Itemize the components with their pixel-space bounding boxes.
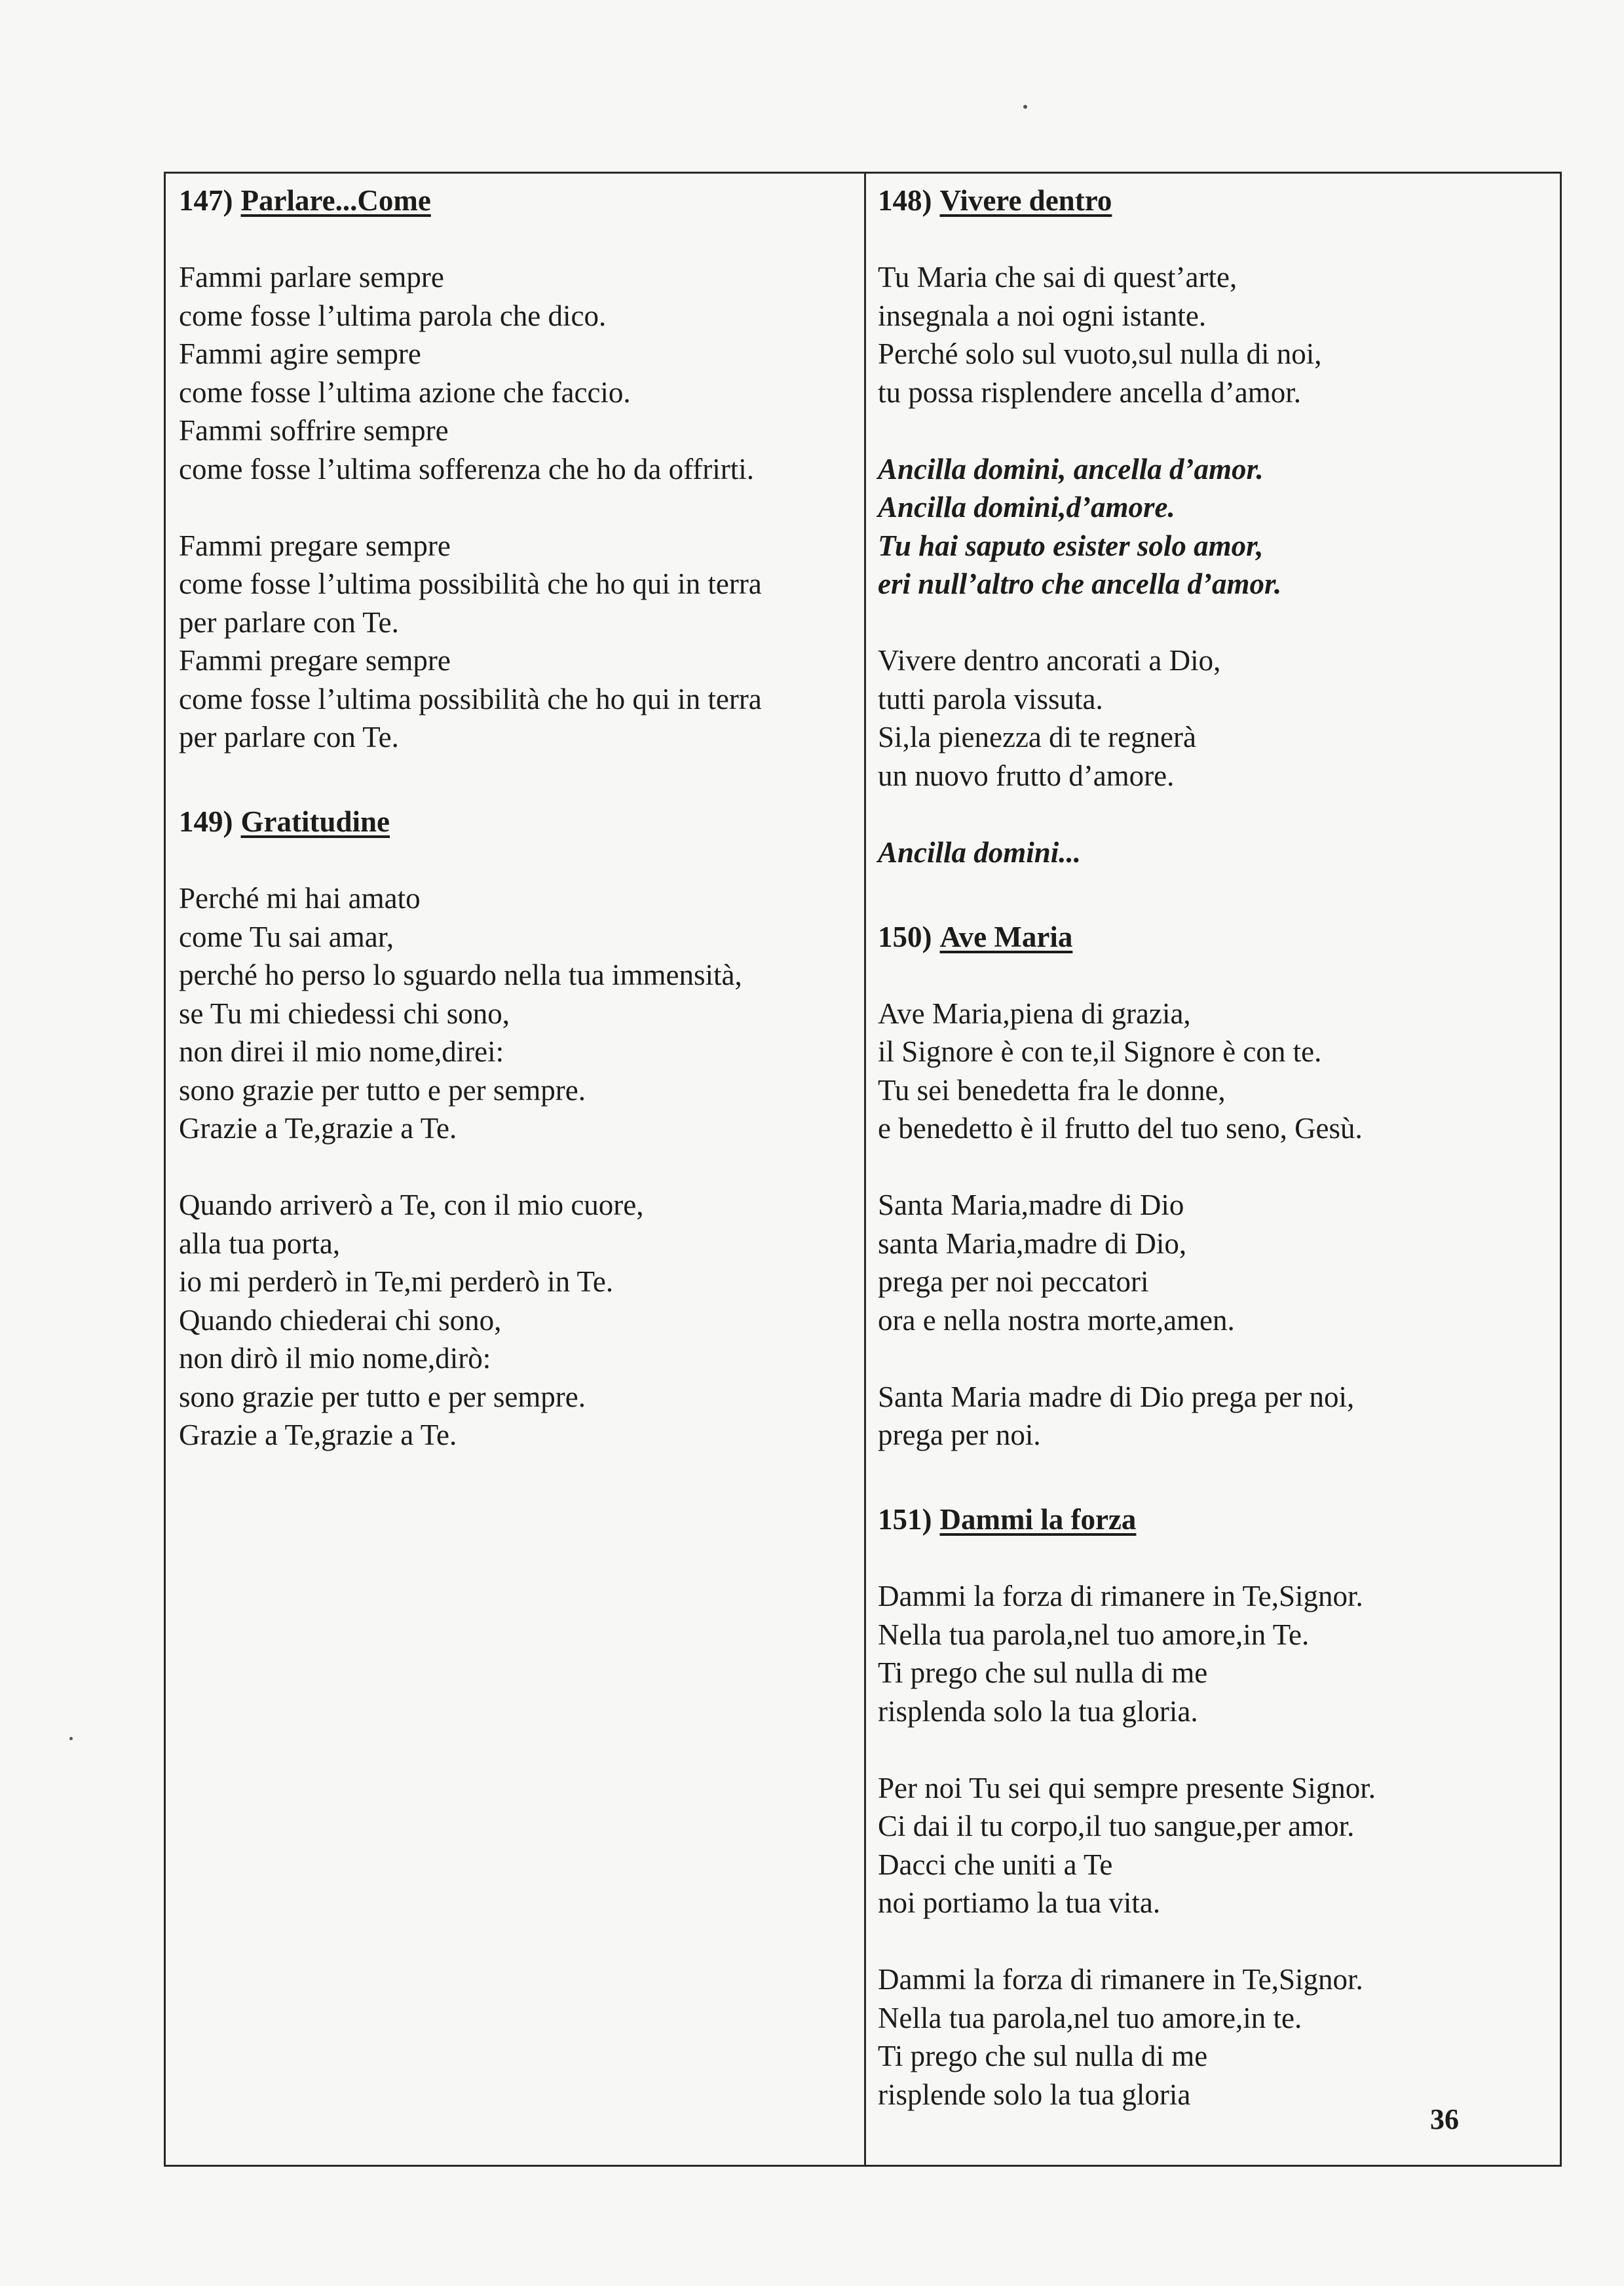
- stanza-gap: [878, 956, 1553, 995]
- lyric-line: Tu sei benedetta fra le donne,: [878, 1073, 1226, 1107]
- lyric-line: Fammi soffrire sempre: [179, 414, 449, 447]
- lyric-line: prega per noi peccatori: [878, 1265, 1149, 1298]
- lyric-line: come fosse l’ultima azione che faccio.: [179, 375, 631, 409]
- stanza-gap: [179, 488, 847, 527]
- lyric-line: io mi perderò in Te,mi perderò in Te.: [179, 1265, 614, 1298]
- song-title: Ave Maria: [939, 920, 1073, 953]
- lyric-line: tu possa risplendere ancella d’amor.: [878, 375, 1302, 409]
- lyric-line: Quando arriverò a Te, con il mio cuore,: [179, 1189, 644, 1221]
- lyric-line: Santa Maria,madre di Dio: [878, 1189, 1184, 1221]
- lyric-line: come Tu sai amar,: [179, 920, 394, 953]
- lyric-line: noi portiamo la tua vita.: [878, 1886, 1161, 1919]
- song-number: 147): [179, 184, 233, 217]
- lyric-line: Ti prego che sul nulla di me: [878, 2040, 1208, 2072]
- column-divider: [864, 174, 866, 2165]
- lyric-line: sono grazie per tutto e per sempre.: [179, 1073, 586, 1107]
- page-number: 36: [1430, 2103, 1459, 2135]
- lyric-line: il Signore è con te,il Signore è con te.: [878, 1035, 1322, 1068]
- song-heading: [878, 1493, 1553, 1539]
- left-column: [179, 174, 847, 1455]
- lyric-line: Ti prego che sul nulla di me: [878, 1656, 1208, 1689]
- lyric-line: risplende solo la tua gloria: [878, 2078, 1191, 2111]
- stanza-gap: [878, 603, 1553, 642]
- lyric-line: non dirò il mio nome,dirò:: [179, 1342, 491, 1375]
- lyric-line: Nella tua parola,nel tuo amore,in te.: [878, 2001, 1302, 2034]
- lyric-line: Ave Maria,piena di grazia,: [878, 997, 1191, 1030]
- lyric-line: come fosse l’ultima possibilità che ho qui in terra: [179, 682, 762, 715]
- stanza-gap: [179, 220, 847, 259]
- lyric-line: se Tu mi chiedessi chi sono,: [179, 997, 510, 1030]
- lyric-line: Ancilla domini,d’amore.: [878, 491, 1175, 524]
- scan-speck: [1023, 105, 1027, 109]
- lyric-line: Fammi parlare sempre: [179, 261, 444, 294]
- lyric-line: un nuovo frutto d’amore.: [878, 759, 1175, 792]
- song-number: 150): [878, 920, 932, 953]
- lyric-line: Fammi pregare sempre: [179, 644, 451, 677]
- stanza-gap: [179, 841, 847, 880]
- lyric-line: Fammi agire sempre: [179, 337, 421, 370]
- lyric-line: Grazie a Te,grazie a Te.: [179, 1419, 457, 1451]
- song-number: 149): [179, 805, 233, 838]
- lyric-line: come fosse l’ultima possibilità che ho qui in terra: [179, 567, 762, 600]
- song-gap: [878, 1455, 1553, 1493]
- lyric-line: Tu hai saputo esister solo amor,: [878, 529, 1264, 562]
- lyric-line: Perché solo sul vuoto,sul nulla di noi,: [878, 337, 1322, 370]
- scan-speck: [69, 1737, 73, 1740]
- lyric-line: perché ho perso lo sguardo nella tua immensità,: [179, 959, 742, 991]
- lyric-line: alla tua porta,: [179, 1227, 341, 1260]
- lyric-line: Santa Maria madre di Dio prega per noi,: [878, 1380, 1355, 1413]
- stanza-gap: [878, 1922, 1553, 1961]
- lyric-line: Dammi la forza di rimanere in Te,Signor.: [878, 1580, 1363, 1612]
- songs-table: [164, 172, 1562, 2167]
- song-number: 148): [878, 184, 932, 217]
- lyric-line: Ci dai il tu corpo,il tuo sangue,per amor.: [878, 1810, 1355, 1842]
- lyric-line: Per noi Tu sei qui sempre presente Signor.: [878, 1771, 1376, 1804]
- lyric-line: come fosse l’ultima sofferenza che ho da offrirti.: [179, 452, 755, 486]
- lyric-line: Si,la pienezza di te regnerà: [878, 721, 1196, 753]
- lyric-line: Quando chiederai chi sono,: [179, 1303, 502, 1337]
- lyric-line: per parlare con Te.: [179, 605, 399, 639]
- song-title: Gratitudine: [240, 805, 390, 838]
- lyric-line: ora e nella nostra morte,amen.: [878, 1303, 1235, 1337]
- lyric-line: e benedetto è il frutto del tuo seno, Gesù.: [878, 1112, 1363, 1145]
- song-gap: [179, 757, 847, 795]
- stanza-gap: [878, 1539, 1553, 1578]
- lyric-line: risplenda solo la tua gloria.: [878, 1694, 1198, 1728]
- song-heading: [179, 795, 847, 841]
- stanza-gap: [878, 1730, 1553, 1769]
- lyric-line: come fosse l’ultima parola che dico.: [179, 299, 607, 332]
- song-heading: [878, 910, 1553, 957]
- song-heading: [179, 174, 847, 220]
- lyric-line: sono grazie per tutto e per sempre.: [179, 1380, 586, 1413]
- lyric-line: Ancilla domini, ancella d’amor.: [878, 452, 1264, 486]
- song-gap: [878, 871, 1553, 910]
- right-column: [878, 174, 1553, 2114]
- lyric-line: Dacci che uniti a Te: [878, 1848, 1113, 1881]
- lyric-line: Nella tua parola,nel tuo amore,in Te.: [878, 1618, 1310, 1651]
- lyric-line: Fammi pregare sempre: [179, 529, 451, 562]
- lyric-line: Tu Maria che sai di quest’arte,: [878, 261, 1237, 294]
- song-title: Dammi la forza: [939, 1503, 1137, 1536]
- lyric-line: non direi il mio nome,direi:: [179, 1035, 504, 1068]
- lyric-line: Vivere dentro ancorati a Dio,: [878, 644, 1221, 677]
- song-number: 151): [878, 1503, 932, 1536]
- stanza-gap: [179, 1148, 847, 1187]
- stanza-gap: [878, 220, 1553, 259]
- lyric-line: prega per noi.: [878, 1419, 1041, 1451]
- stanza-gap: [878, 411, 1553, 450]
- lyric-line: Grazie a Te,grazie a Te.: [179, 1112, 457, 1145]
- lyric-line: per parlare con Te.: [179, 721, 399, 753]
- lyric-line: Perché mi hai amato: [179, 882, 421, 915]
- song-title: Parlare...Come: [240, 184, 431, 217]
- lyric-line: santa Maria,madre di Dio,: [878, 1227, 1187, 1260]
- lyric-line: Dammi la forza di rimanere in Te,Signor.: [878, 1963, 1363, 1996]
- lyric-line: insegnala a noi ogni istante.: [878, 299, 1207, 332]
- stanza-gap: [878, 1148, 1553, 1187]
- stanza-gap: [878, 1339, 1553, 1378]
- lyric-line: Ancilla domini...: [878, 835, 1082, 869]
- lyric-line: eri null’altro che ancella d’amor.: [878, 567, 1282, 600]
- stanza-gap: [878, 795, 1553, 833]
- song-title: Vivere dentro: [939, 184, 1112, 217]
- lyric-line: tutti parola vissuta.: [878, 682, 1103, 715]
- song-heading: [878, 174, 1553, 220]
